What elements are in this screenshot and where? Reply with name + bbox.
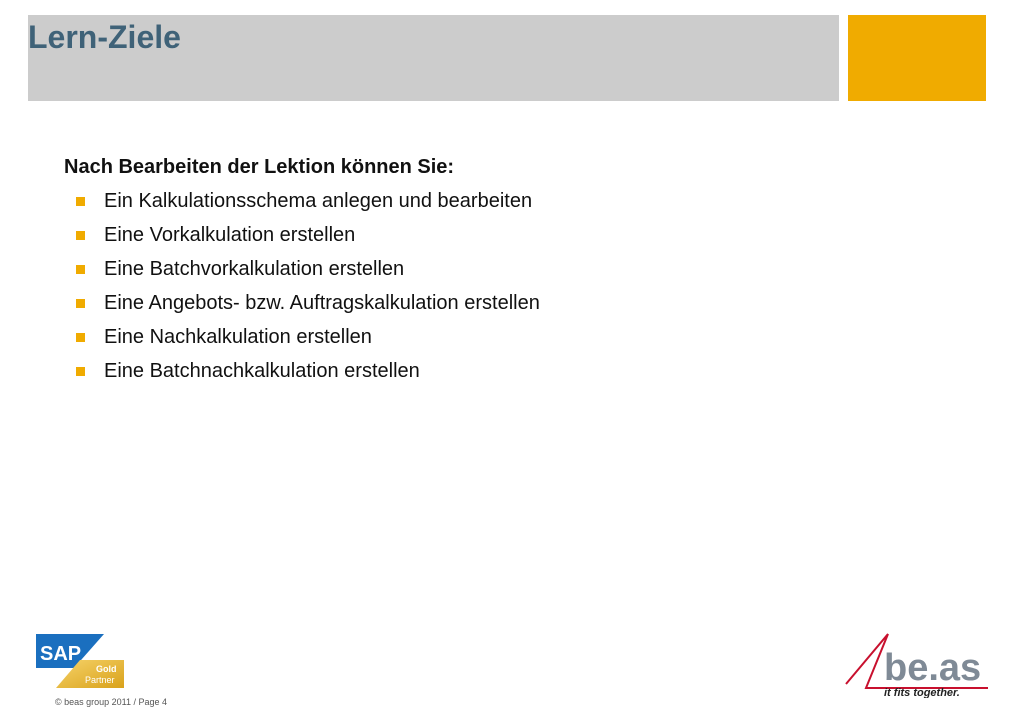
list-item [64, 291, 824, 315]
list-item-text: Eine Batchvorkalkulation erstellen [104, 258, 405, 280]
sap-logo-line1: Gold [96, 664, 117, 674]
sap-gold-partner-logo [36, 634, 126, 690]
list-item-text: Eine Nachkalkulation erstellen [104, 326, 372, 348]
beas-logo [844, 632, 990, 698]
beas-logo-tagline: it fits together. [884, 687, 960, 698]
beas-logo-name: be.as [884, 647, 982, 689]
sap-logo-brand: SAP [40, 643, 82, 665]
objectives-list [64, 189, 824, 383]
list-item [64, 189, 824, 213]
list-item-text: Eine Angebots- bzw. Auftragskalkulation erstellen [104, 292, 540, 314]
list-item [64, 223, 824, 247]
bullet-square-icon [76, 299, 85, 308]
list-item [64, 257, 824, 281]
header-accent-block [848, 15, 986, 101]
list-item [64, 325, 824, 349]
bullet-square-icon [76, 333, 85, 342]
bullet-square-icon [76, 265, 85, 274]
bullet-square-icon [76, 197, 85, 206]
slide-content [64, 155, 824, 393]
intro-text: Nach Bearbeiten der Lektion können Sie: [64, 156, 455, 178]
bullet-square-icon [76, 231, 85, 240]
copyright-text: © beas group 2011 / Page 4 [55, 697, 168, 707]
list-item-text: Ein Kalkulationsschema anlegen und bearbeiten [104, 190, 533, 212]
list-item-text: Eine Batchnachkalkulation erstellen [104, 360, 420, 382]
bullet-square-icon [76, 367, 85, 376]
page-title: Lern-Ziele [28, 19, 181, 55]
sap-logo-line2: Partner [85, 675, 115, 685]
list-item [64, 359, 824, 383]
list-item-text: Eine Vorkalkulation erstellen [104, 224, 356, 246]
